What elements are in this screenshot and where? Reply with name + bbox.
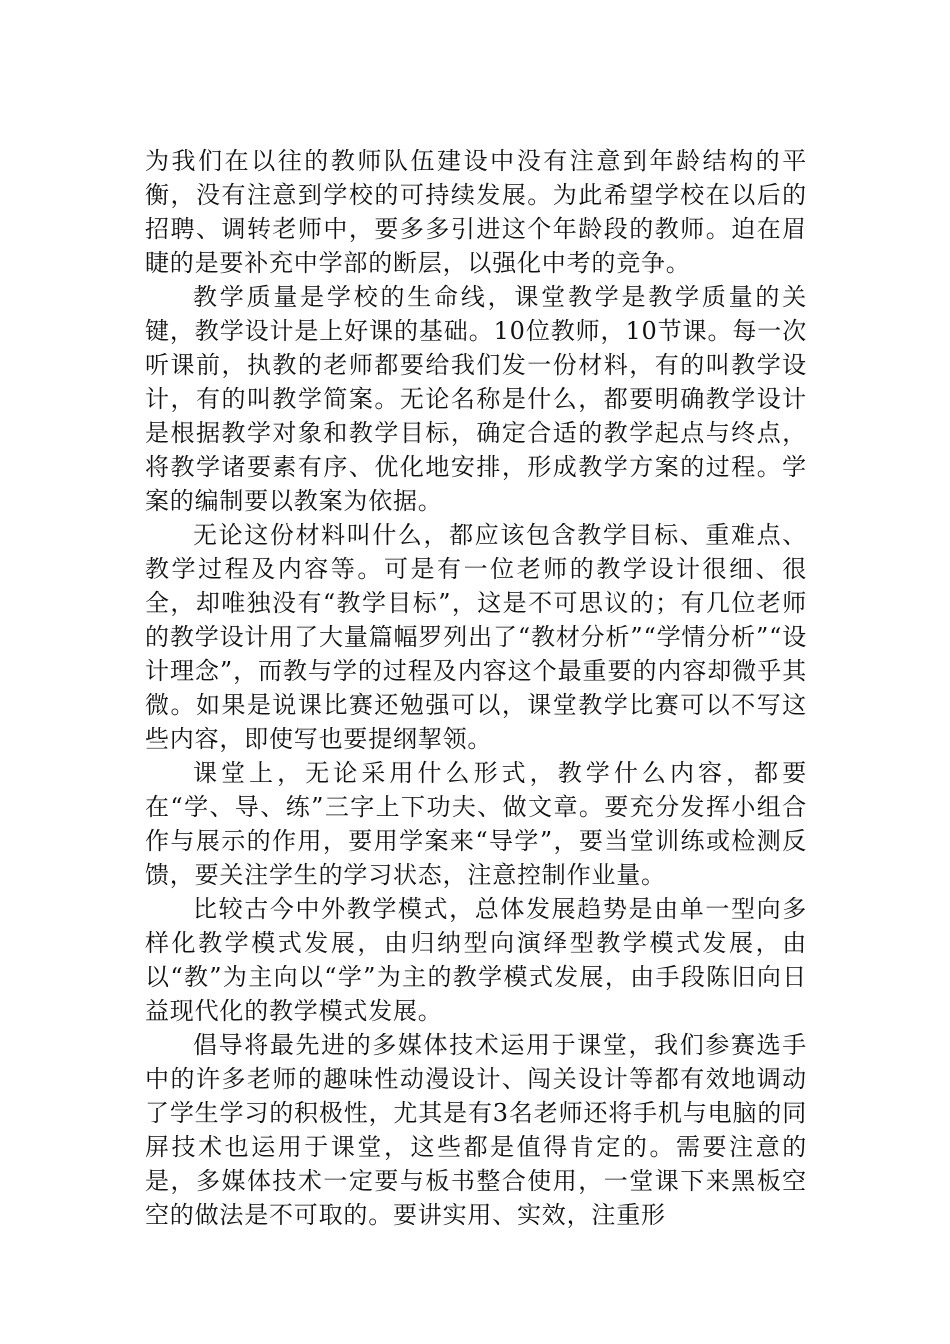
paragraph-material-content: 无论这份材料叫什么，都应该包含教学目标、重难点、教学过程及内容等。可是有一位老师的教学设计很细、很全，却唯独没有“教学目标”，这是不可思议的；有几位老师的教学设计用了大量篇幅罗列出了“教材分析”“学情分析”“设计理念”，而教与学的过程及内容这个最重要的内容却微乎其微。如果是说课比赛还勉强可以，课堂教学比赛可以不写这些内容，即使写也要提纲挈领。 bbox=[145, 521, 807, 753]
document-body bbox=[145, 144, 807, 1232]
paragraph-teaching-quality: 教学质量是学校的生命线，课堂教学是教学质量的关键，教学设计是上好课的基础。10位教师，10节课。每一次听课前，执教的老师都要给我们发一份材料，有的叫教学设计，有的叫教学简案。无论名称是什么，都要明确教学设计是根据教学对象和教学目标，确定合适的教学起点与终点，将教学诸要素有序、优化地安排，形成教学方案的过程。学案的编制要以教案为依据。 bbox=[145, 283, 807, 515]
paragraph-continued: 为我们在以往的教师队伍建设中没有注意到年龄结构的平衡，没有注意到学校的可持续发展。为此希望学校在以后的招聘、调转老师中，要多多引进这个年龄段的教师。迫在眉睫的是要补充中学部的断层，以强化中考的竞争。 bbox=[145, 147, 807, 277]
paragraph-teaching-models: 比较古今中外教学模式，总体发展趋势是由单一型向多样化教学模式发展，由归纳型向演绎型教学模式发展，由以“教”为主向以“学”为主的教学模式发展，由手段陈旧向日益现代化的教学模式发展。 bbox=[145, 895, 807, 1025]
paragraph-multimedia: 倡导将最先进的多媒体技术运用于课堂，我们参赛选手中的许多老师的趣味性动漫设计、闯关设计等都有效地调动了学生学习的积极性，尤其是有3名老师还将手机与电脑的同屏技术也运用于课堂，这些都是值得肯定的。需要注意的是，多媒体技术一定要与板书整合使用，一堂课下来黑板空空的做法是不可取的。要讲实用、实效，注重形 bbox=[145, 1031, 807, 1229]
paragraph-classroom: 课堂上，无论采用什么形式，教学什么内容，都要在“学、导、练”三字上下功夫、做文章。要充分发挥小组合作与展示的作用，要用学案来“导学”，要当堂训练或检测反馈，要关注学生的学习状态，注意控制作业量。 bbox=[145, 759, 807, 889]
